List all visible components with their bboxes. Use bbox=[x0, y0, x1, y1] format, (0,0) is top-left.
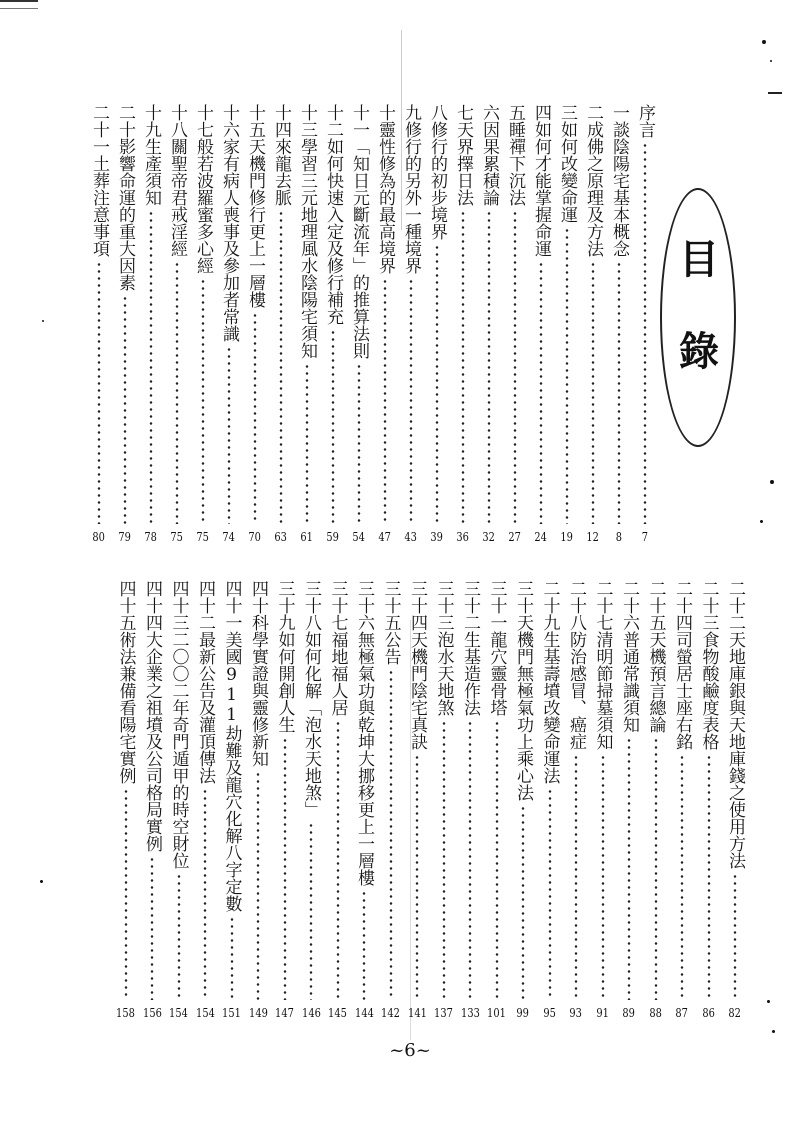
toc-entry-title: 九修行的另外一種境界 bbox=[401, 104, 421, 274]
toc-entry-title: 三十六無極氣功與乾坤大挪移更上一層樓 bbox=[354, 580, 374, 886]
dot-leader bbox=[201, 278, 205, 524]
toc-entry-title: 十四來龍去脈 bbox=[271, 104, 291, 206]
toc-entry-page: 39 bbox=[430, 530, 444, 544]
toc-entry bbox=[669, 580, 695, 1020]
toc-entry-title: 三十四天機門陰宅真訣 bbox=[407, 580, 427, 750]
toc-entry bbox=[404, 580, 430, 1020]
dot-leader bbox=[227, 346, 231, 524]
toc-entry-title: 二十七清明節掃墓須知 bbox=[592, 580, 613, 750]
toc-entry bbox=[450, 104, 476, 544]
dot-leader bbox=[707, 754, 711, 1000]
toc-entry bbox=[139, 580, 165, 1020]
toc-entry-title: 六因果累積論 bbox=[479, 104, 499, 206]
toc-entry-title: 十八關聖帝君戒淫經 bbox=[167, 104, 187, 257]
toc-entry-title: 十五天機門修行更上一層樓 bbox=[245, 104, 265, 308]
dot-leader bbox=[617, 261, 621, 524]
toc-entry bbox=[632, 104, 658, 544]
dot-leader bbox=[309, 822, 313, 1000]
toc-entry-page: 141 bbox=[407, 1006, 427, 1020]
toc-entry-title: 三十天機門無極氣功上乘心法 bbox=[513, 580, 533, 801]
toc-entry-page: 61 bbox=[300, 530, 314, 544]
toc-entry-title: 十靈性修為的最高境界 bbox=[375, 104, 395, 274]
toc-entry bbox=[580, 104, 606, 544]
toc-entry-page: 146 bbox=[301, 1006, 321, 1020]
toc-entry bbox=[528, 104, 554, 544]
toc-entry-title: 四十三二〇〇二年奇門遁甲的時空財位 bbox=[168, 580, 189, 869]
toc-entry bbox=[616, 580, 642, 1020]
toc-entry bbox=[294, 104, 320, 544]
toc-entry bbox=[424, 104, 450, 544]
dot-leader bbox=[336, 720, 340, 1000]
toc-entry bbox=[113, 580, 139, 1020]
toc-entry-title: 二十九生基壽墳改變命運法 bbox=[539, 580, 560, 784]
dot-leader bbox=[733, 873, 737, 1000]
toc-entry-page: 151 bbox=[222, 1006, 241, 1020]
dot-leader bbox=[279, 210, 283, 524]
toc-entry-title: 二成佛之原理及方法 bbox=[583, 104, 603, 257]
dot-leader bbox=[468, 720, 472, 1000]
toc-entry bbox=[696, 580, 722, 1020]
toc-entry bbox=[298, 580, 324, 1020]
toc-entry bbox=[537, 580, 563, 1020]
dot-leader bbox=[253, 312, 257, 524]
toc-entry-title: 三如何改變命運 bbox=[557, 104, 577, 223]
dot-leader bbox=[409, 278, 413, 524]
toc-entry-page: 137 bbox=[434, 1006, 453, 1020]
toc-entry bbox=[484, 580, 510, 1020]
toc-entry bbox=[502, 104, 528, 544]
toc-entry bbox=[166, 580, 192, 1020]
toc-entry bbox=[320, 104, 346, 544]
toc-entry bbox=[190, 104, 216, 544]
scan-edge-mark bbox=[768, 92, 782, 94]
toc-entry bbox=[398, 104, 424, 544]
toc-entry-page: 36 bbox=[456, 530, 470, 544]
toc-entry-page: 133 bbox=[460, 1006, 480, 1020]
dot-leader bbox=[177, 873, 181, 1000]
toc-entry-page: 158 bbox=[116, 1006, 135, 1020]
toc-entry-page: 89 bbox=[622, 1006, 636, 1020]
toc-entry-page: 7 bbox=[641, 530, 649, 544]
toc-entry-title: 二十五天機預言總論 bbox=[645, 580, 666, 733]
toc-entry-title: 三十七福地福人居 bbox=[327, 580, 348, 716]
toc-entry-page: 43 bbox=[404, 530, 418, 544]
toc-entry bbox=[554, 104, 580, 544]
toc-entry-title: 八修行的初步境界 bbox=[427, 104, 447, 240]
toc-entry-title: 二十四司螢居士座右銘 bbox=[672, 580, 692, 750]
toc-entry-title: 二十影響命運的重大因素 bbox=[115, 104, 135, 291]
dot-leader bbox=[305, 363, 309, 524]
toc-entry-page: 101 bbox=[487, 1006, 506, 1020]
toc-entry-page: 47 bbox=[378, 530, 392, 544]
toc-entry-title: 十一「知日元斷流年」的推算法則 bbox=[349, 104, 369, 359]
toc-entry-title: 十七般若波羅蜜多心經 bbox=[193, 104, 213, 274]
dot-leader bbox=[539, 261, 543, 524]
dot-leader bbox=[487, 210, 491, 524]
dot-leader bbox=[521, 805, 525, 1000]
toc-entry-title: 三十一龍穴靈骨塔 bbox=[486, 580, 507, 716]
toc-entry bbox=[351, 580, 377, 1020]
scan-speck bbox=[40, 880, 43, 883]
toc-entry-title: 四十五術法兼備看陽宅實例 bbox=[115, 580, 136, 784]
toc-entry bbox=[457, 580, 483, 1020]
toc-entry-title: 序言 bbox=[635, 104, 655, 138]
toc-entry bbox=[138, 104, 164, 544]
scan-speck bbox=[42, 320, 44, 322]
scan-corner-mark bbox=[0, 0, 38, 9]
toc-entry-page: 87 bbox=[675, 1006, 689, 1020]
dot-leader bbox=[565, 227, 569, 524]
dot-leader bbox=[124, 788, 128, 1000]
scan-speck bbox=[770, 60, 772, 62]
toc-entry-title: 二十一土葬注意事項 bbox=[89, 104, 109, 257]
toc-entry-title: 四十四大企業之祖墳及公司格局實例 bbox=[142, 580, 162, 852]
dot-leader bbox=[362, 890, 366, 1000]
toc-entry-page: 154 bbox=[195, 1006, 215, 1020]
title-char-lu: 錄 bbox=[679, 329, 719, 375]
toc-entry-title: 十二如何快速入定及修行補充 bbox=[323, 104, 343, 325]
scan-speck bbox=[770, 480, 774, 484]
toc-entry-page: 78 bbox=[144, 530, 158, 544]
toc-entry-page: 32 bbox=[482, 530, 496, 544]
toc-entry-page: 8 bbox=[615, 530, 623, 544]
toc-entry bbox=[268, 104, 294, 544]
toc-entry bbox=[216, 104, 242, 544]
dot-leader bbox=[256, 771, 260, 1000]
dot-leader bbox=[495, 720, 499, 1000]
dot-leader bbox=[627, 737, 631, 1000]
toc-entry bbox=[476, 104, 502, 544]
toc-entry-title: 二十三食物酸鹼度表格 bbox=[698, 580, 719, 750]
page-number: ~6~ bbox=[389, 1040, 431, 1061]
toc-entry-title: 一談陰陽宅基本概念 bbox=[609, 104, 629, 257]
toc-entry-title: 三十三泡水天地煞 bbox=[433, 580, 454, 716]
toc-entry bbox=[192, 580, 218, 1020]
scan-speck bbox=[767, 1000, 770, 1003]
dot-leader bbox=[383, 278, 387, 524]
toc-entry-title: 十九生產須知 bbox=[141, 104, 161, 206]
toc-entry-title: 三十八如何化解「泡水天地煞」 bbox=[301, 580, 321, 818]
toc-entry-page: 12 bbox=[586, 530, 600, 544]
scan-speck bbox=[760, 520, 763, 523]
toc-entry-title: 四十二最新公告及灌頂傳法 bbox=[195, 580, 215, 784]
dot-leader bbox=[461, 210, 465, 524]
toc-entry-title: 二十八防治感冒、癌症 bbox=[566, 580, 586, 750]
toc-entry-title: 二十六普通常識須知 bbox=[619, 580, 639, 733]
dot-leader bbox=[548, 788, 552, 1000]
dot-leader bbox=[643, 142, 647, 524]
dot-leader bbox=[389, 669, 393, 1000]
dot-leader bbox=[601, 754, 605, 1000]
toc-entry-page: 93 bbox=[569, 1006, 583, 1020]
toc-entry-title: 四如何才能掌握命運 bbox=[531, 104, 551, 257]
toc-entry-page: 70 bbox=[248, 530, 262, 544]
toc-entry-page: 54 bbox=[352, 530, 366, 544]
toc-entry-title: 十六家有病人喪事及參加者常識 bbox=[219, 104, 239, 342]
toc-entry bbox=[563, 580, 589, 1020]
toc-entry bbox=[510, 580, 536, 1020]
dot-leader bbox=[149, 210, 153, 524]
dot-leader bbox=[203, 788, 207, 1000]
toc-entry-title: 四十一美國911劫難及龍穴化解八字定數 bbox=[221, 580, 242, 912]
toc-entry bbox=[112, 104, 138, 544]
toc-entry bbox=[372, 104, 398, 544]
toc-entry-page: 74 bbox=[222, 530, 236, 544]
scan-speck bbox=[772, 1030, 775, 1033]
toc-entry-page: 154 bbox=[169, 1006, 188, 1020]
dot-leader bbox=[283, 737, 287, 1000]
toc-entry-title: 二十二天地庫銀與天地庫錢之使用方法 bbox=[725, 580, 745, 869]
toc-entry-page: 99 bbox=[516, 1006, 530, 1020]
title-char-mu: 目 bbox=[679, 237, 719, 283]
dot-leader bbox=[123, 295, 127, 524]
dot-leader bbox=[442, 720, 446, 1000]
toc-entry bbox=[272, 580, 298, 1020]
dot-leader bbox=[331, 329, 335, 524]
toc-entry-page: 79 bbox=[118, 530, 132, 544]
toc-entry bbox=[346, 104, 372, 544]
dot-leader bbox=[415, 754, 419, 1000]
toc-entry-page: 19 bbox=[560, 530, 574, 544]
toc-entry bbox=[245, 580, 271, 1020]
scan-speck bbox=[762, 40, 766, 44]
toc-entry-page: 63 bbox=[274, 530, 288, 544]
dot-leader bbox=[591, 261, 595, 524]
toc-entry-page: 75 bbox=[196, 530, 210, 544]
toc-entry bbox=[590, 580, 616, 1020]
toc-entry bbox=[86, 104, 112, 544]
title-oval bbox=[660, 188, 736, 447]
toc-entry bbox=[325, 580, 351, 1020]
toc-entry-title: 十三學習三元地理風水陰陽宅須知 bbox=[297, 104, 317, 359]
toc-entry-title: 七天界擇日法 bbox=[453, 104, 473, 206]
dot-leader bbox=[654, 737, 658, 1000]
toc-entry-page: 88 bbox=[649, 1006, 662, 1020]
toc-entry-title: 三十二生基造作法 bbox=[460, 580, 480, 716]
toc-entry bbox=[643, 580, 669, 1020]
dot-leader bbox=[230, 916, 234, 1000]
toc-entry bbox=[722, 580, 748, 1020]
toc-entry-page: 156 bbox=[142, 1006, 162, 1020]
toc-entry-page: 80 bbox=[92, 530, 106, 544]
dot-leader bbox=[150, 856, 154, 1000]
dot-leader bbox=[574, 754, 578, 1000]
toc-entry-page: 27 bbox=[508, 530, 522, 544]
toc-entry-title: 三十五公告 bbox=[380, 580, 401, 665]
toc-entry-page: 95 bbox=[543, 1006, 556, 1020]
toc-entry-page: 144 bbox=[354, 1006, 374, 1020]
toc-entry-page: 91 bbox=[596, 1006, 609, 1020]
dot-leader bbox=[175, 261, 179, 524]
toc-entry-page: 86 bbox=[702, 1006, 715, 1020]
dot-leader bbox=[513, 210, 517, 524]
toc-entry-page: 82 bbox=[728, 1006, 742, 1020]
toc-entry-page: 24 bbox=[534, 530, 548, 544]
toc-entry bbox=[164, 104, 190, 544]
toc-entry bbox=[378, 580, 404, 1020]
toc-entry-title: 三十九如何開創人生 bbox=[274, 580, 295, 733]
toc-entry-page: 142 bbox=[381, 1006, 400, 1020]
toc-entry-title: 五睡禪下沉法 bbox=[505, 104, 525, 206]
toc-entry-title: 四十科學實證與靈修新知 bbox=[248, 580, 268, 767]
dot-leader bbox=[357, 363, 361, 524]
toc-entry-page: 149 bbox=[248, 1006, 268, 1020]
dot-leader bbox=[680, 754, 684, 1000]
toc-entry bbox=[242, 104, 268, 544]
toc-entry-page: 59 bbox=[326, 530, 340, 544]
toc-entry-page: 75 bbox=[170, 530, 184, 544]
toc-entry-page: 145 bbox=[328, 1006, 347, 1020]
dot-leader bbox=[435, 244, 439, 524]
toc-entry bbox=[219, 580, 245, 1020]
toc-entry-page: 147 bbox=[275, 1006, 294, 1020]
toc-entry bbox=[431, 580, 457, 1020]
dot-leader bbox=[97, 261, 101, 524]
toc-entry bbox=[606, 104, 632, 544]
